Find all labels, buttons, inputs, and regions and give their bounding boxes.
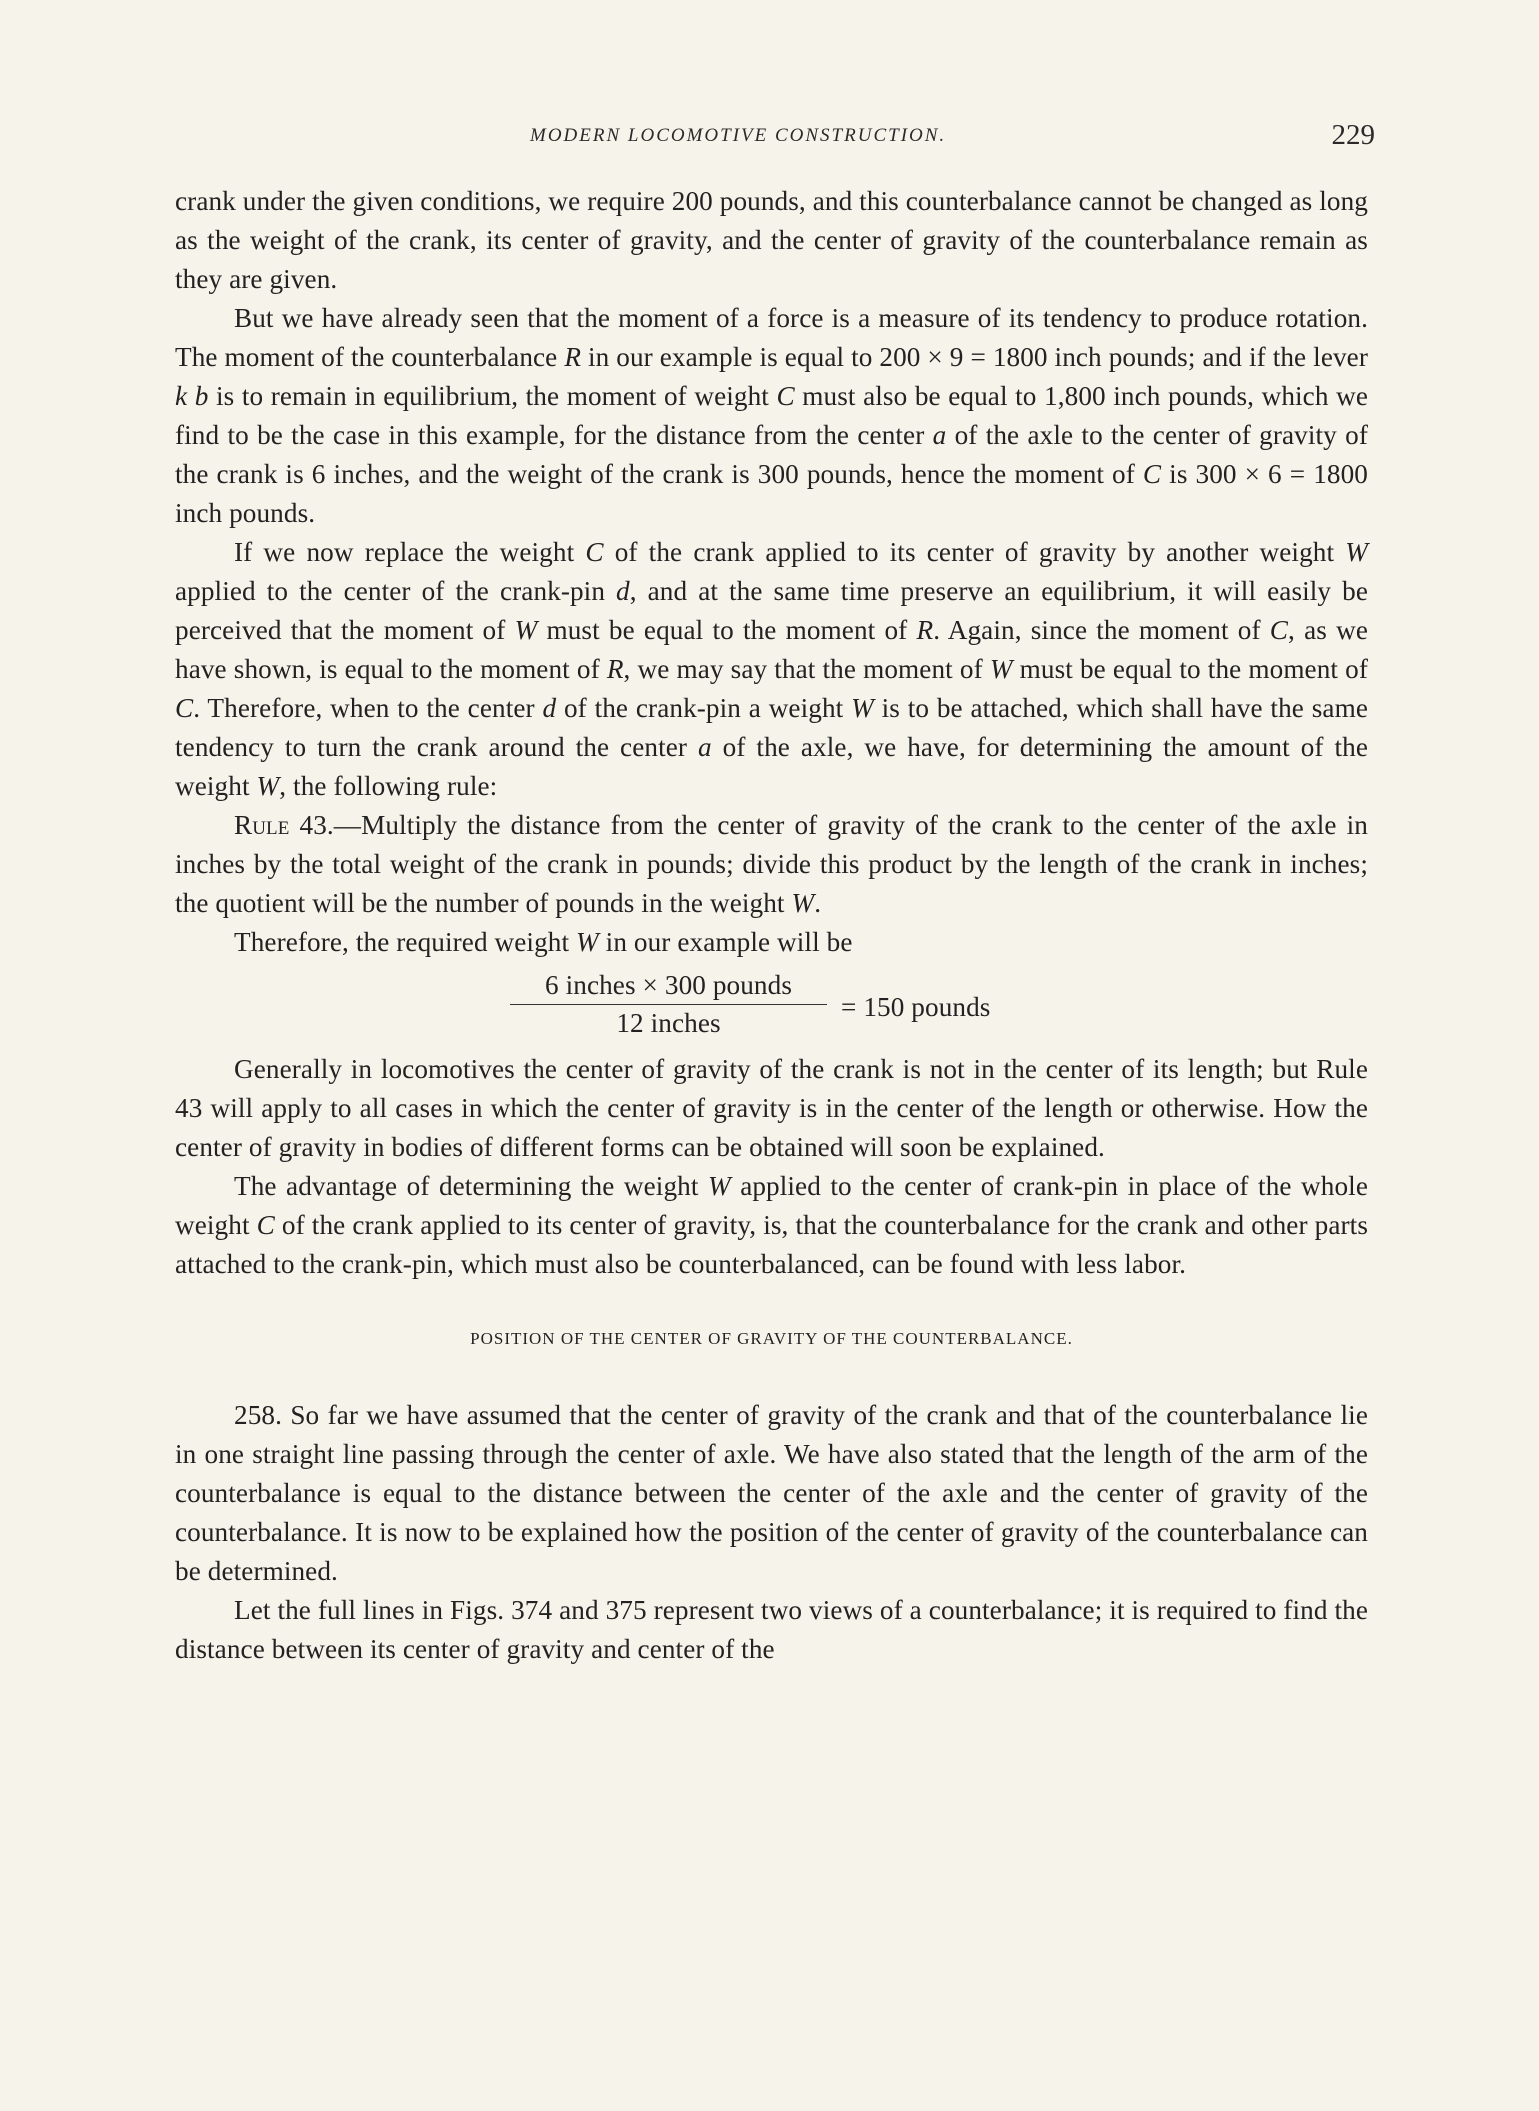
text-run: must be equal to the moment of xyxy=(1012,654,1368,684)
text-run: , and at the same time preserve an equilibrium, it will easily be perceived that the moment of xyxy=(175,576,1368,645)
text-run: of the axle to the center of gravity of the crank is 6 inches, and the weight of the crank is 300 pounds, hence the moment of xyxy=(175,420,1368,489)
paragraph xyxy=(175,1396,1368,1591)
text-run: is 300 × 6 = 1800 inch pounds. xyxy=(175,459,1368,528)
math-symbol: R xyxy=(564,342,582,372)
math-symbol: C xyxy=(1142,459,1162,489)
math-symbol: d xyxy=(542,693,557,723)
text-run: , we may say that the moment of xyxy=(623,654,990,684)
paragraph-text: Let the full lines in Figs. 374 and 375 represent two views of a counterbalance; it is required to find the distance between its center of gravity and center of the xyxy=(175,1595,1368,1664)
paragraph xyxy=(175,533,1368,806)
text-run: , the following rule: xyxy=(279,771,498,801)
fraction-bar xyxy=(510,1004,827,1005)
math-symbol: W xyxy=(1345,537,1369,567)
math-symbol: C xyxy=(585,537,604,567)
text-run: is to be attached, which shall have the same tendency to turn the crank around the center xyxy=(175,693,1368,762)
math-symbol: C xyxy=(1269,615,1289,645)
page-number: 229 xyxy=(1331,119,1375,151)
math-symbol: W xyxy=(989,654,1013,684)
equation xyxy=(175,968,1368,1046)
body-text xyxy=(175,182,1368,1669)
text-run: But we have already seen that the moment of a force is a measure of its tendency to produce rotation. The moment of the counterbalance xyxy=(175,303,1368,372)
math-symbol: W xyxy=(514,615,538,645)
paragraph xyxy=(175,1050,1368,1167)
text-run: . xyxy=(814,888,822,918)
text-run: of the crank applied to its center of gravity by another weight xyxy=(603,537,1346,567)
math-symbol: d xyxy=(616,576,630,606)
text-run: —Multiply the distance from the center of gravity of the crank to the center of the axle in inches by the total weight of the crank in pounds; divide this product by the length of the crank in inches; the quotient will be the number of pounds in the weight xyxy=(175,810,1368,918)
math-symbol: k b xyxy=(175,381,209,411)
page-header xyxy=(175,119,1375,156)
fraction-denominator: 12 inches xyxy=(616,1008,721,1038)
text-run: must also be equal to 1,800 inch pounds, which we find to be the case in this example, for the distance from the center xyxy=(175,381,1368,450)
math-symbol: W xyxy=(256,771,280,801)
text-run: . Again, since the moment of xyxy=(933,615,1270,645)
text-run: If we now replace the weight xyxy=(234,537,586,567)
math-symbol: W xyxy=(576,927,599,957)
text-run: of the crank-pin a weight xyxy=(556,693,852,723)
paragraph-text: crank under the given conditions, we require 200 pounds, and this counterbalance cannot be changed as long as the weight of the crank, its center of gravity, and the center of gravity of the counterbalance remain as they are given. xyxy=(175,186,1368,294)
rule-paragraph xyxy=(175,806,1368,923)
text-run: applied to the center of the crank-pin xyxy=(175,576,617,606)
math-symbol: R xyxy=(916,615,934,645)
text-run: Therefore, the required weight xyxy=(234,927,577,957)
text-run: in our example is equal to 200 × 9 = 1800 inch pounds; and if the lever xyxy=(581,342,1368,372)
math-symbol: a xyxy=(698,732,712,762)
text-run: The advantage of determining the weight xyxy=(234,1171,708,1201)
math-symbol: R xyxy=(606,654,624,684)
paragraph xyxy=(175,299,1368,533)
text-run: is to remain in equilibrium, the moment of weight xyxy=(208,381,777,411)
math-symbol: W xyxy=(707,1171,731,1201)
text-run: of the axle, we have, for determining the amount of the weight xyxy=(175,732,1368,801)
rule-number: 43. xyxy=(289,810,334,840)
math-symbol: C xyxy=(175,693,194,723)
fraction xyxy=(510,968,827,1040)
text-run: , as we have shown, is equal to the moment of xyxy=(175,615,1368,684)
text-run: in our example will be xyxy=(598,927,853,957)
paragraph xyxy=(175,1167,1368,1284)
math-symbol: C xyxy=(256,1210,275,1240)
paragraph xyxy=(175,923,1368,962)
equation-result: = 150 pounds xyxy=(841,992,991,1022)
paragraph-text: 258. So far we have assumed that the center of gravity of the crank and that of the counterbalance lie in one straight line passing through the center of axle. We have also stated that the length of the arm of the counterbalance is equal to the distance between the center of the axle and the center of gravity of the counterbalance. It is now to be explained how the position of the center of gravity of the counterbalance can be determined. xyxy=(175,1400,1368,1586)
math-symbol: W xyxy=(791,888,815,918)
math-symbol: C xyxy=(776,381,795,411)
paragraph xyxy=(175,1591,1368,1669)
paragraph-text: Generally in locomotives the center of gravity of the crank is not in the center of its length; but Rule 43 will apply to all cases in which the center of gravity is in the center of the length or otherwise. How the center of gravity in bodies of different forms can be obtained will soon be explained. xyxy=(175,1054,1368,1162)
fraction-numerator: 6 inches × 300 pounds xyxy=(545,970,792,1000)
math-symbol: W xyxy=(851,693,874,723)
rule-label: Rule xyxy=(234,810,290,840)
paragraph xyxy=(175,182,1368,299)
text-run: applied to the center of crank-pin in place of the whole weight xyxy=(175,1171,1368,1240)
running-title: MODERN LOCOMOTIVE CONSTRUCTION. xyxy=(530,125,947,146)
text-run: . Therefore, when to the center xyxy=(193,693,543,723)
section-heading: POSITION OF THE CENTER OF GRAVITY OF THE COUNTERBALANCE. xyxy=(470,1329,1073,1348)
math-symbol: a xyxy=(932,420,947,450)
text-run: of the crank applied to its center of gravity, is, that the counterbalance for the crank and other parts attached to the crank-pin, which must also be counterbalanced, can be found with less labor. xyxy=(175,1210,1368,1279)
text-run: must be equal to the moment of xyxy=(537,615,917,645)
